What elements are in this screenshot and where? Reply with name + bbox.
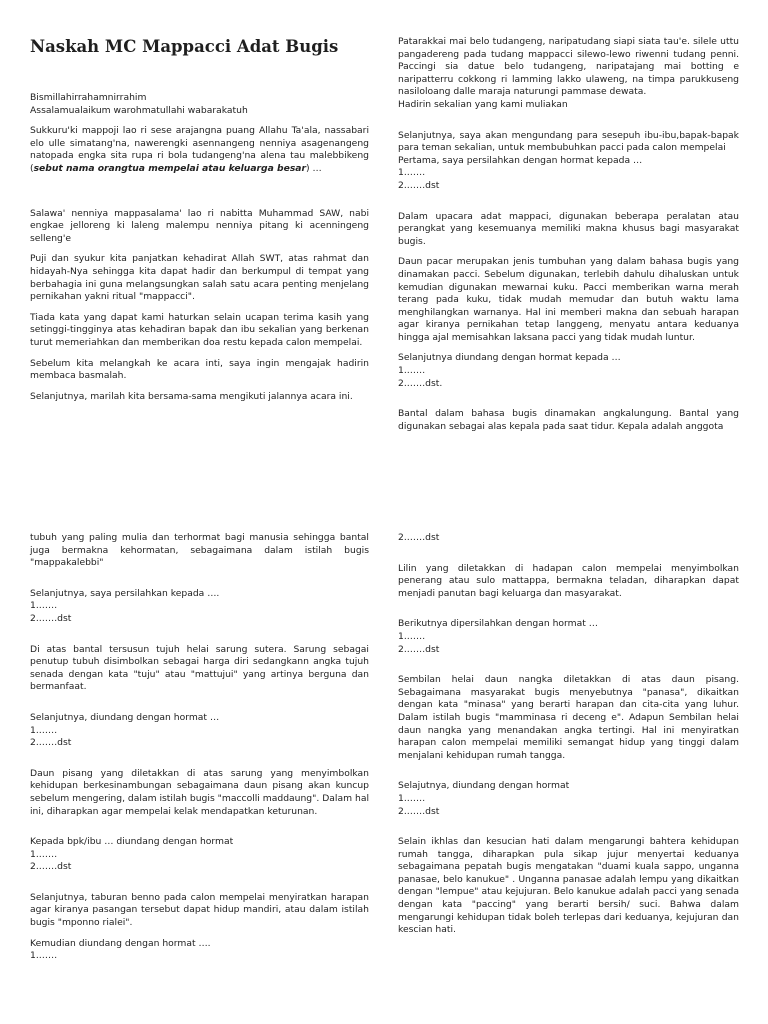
paragraph-daun-nangka: Sembilan helai daun nangka diletakkan di atas daun pisang. Sebagaimana masyarakat bugis menyebutnya "panasa", dikaitkan dengan kata "minasa" yang berarti harapan dan cita-cita yang luhur. Dalam istilah bugis "mamminasa ri deceng e". Adapun Sembilan helai daun nangka yang menandakan angka tertingi. Hal ini menyiratkan harapan calon mempelai memiliki semangat hidup yang tinggi dalam menjalani kehidupan rumah tangga.	[398, 674, 739, 761]
list-undangan-kedelapan: Selajutnya, diundang dengan hormat 1.…… 2.……dst	[398, 780, 570, 817]
paragraph-salawa: Salawa' nenniya mappasalama' lao ri nabitta Muhammad SAW, nabi engkae jelloreng ki laleng malempu nenniya pitang ki acenningeng selleng'e	[30, 207, 369, 244]
paragraph-sukkuru	[30, 125, 369, 175]
paragraph-bantal-lanjutan: tubuh yang paling mulia dan terhormat bagi manusia sehingga bantal juga bermakna kehormatan, sebagaimana dalam istilah bugis "mappakalebbi"	[30, 532, 369, 569]
placeholder-emphasis: sebut nama orangtua mempelai atau keluarga besar	[33, 162, 307, 174]
list-undangan-ketujuh: Berikutnya dipersilahkan dengan hormat … 1.…… 2.……dst	[398, 618, 598, 655]
spacer	[30, 634, 369, 644]
spacer	[30, 702, 369, 712]
spacer	[398, 608, 739, 618]
spacer	[30, 826, 369, 836]
spacer	[398, 826, 739, 836]
spacer	[30, 882, 369, 892]
list-undangan-keempat: Selanjutnya, diundang dengan hormat … 1.…… 2.……dst	[30, 711, 220, 749]
paragraph-puji-syukur: Puji dan syukur kita panjatkan kehadirat Allah SWT, atas rahmat dan hidayah-Nya sehingga kita dapat hadir dan berkumpul di tempat yang berbahagia ini guna melangsungkan salah satu acara penting menjelang pernikahan yakni ritual "mappacci".	[30, 253, 369, 303]
paragraph-patarakkai: Patarakkai mai belo tudangeng, naripatudang siapi siata tau'e. silele uttu pangadereng pada tudang mappacci silewo-lewo riwenni tudang penni. Paccingi sia datue belo tudangeng, naripatajang mai botting e naripatterru cokkong ri lamming lakko ulaweng, na timpa parukkuseng nasiloloang dalle maraja naturungi pammase dewata.	[398, 36, 739, 98]
paragraph-basmalah: Sebelum kita melangkah ke acara inti, saya ingin mengajak hadirin membaca basmalah.	[30, 357, 369, 382]
paragraph-bantal: Bantal dalam bahasa bugis dinamakan angkalungung. Bantal yang digunakan sebagai alas kepala pada saat tidur. Kepala adalah anggota	[398, 408, 739, 432]
paragraph-daun-pacar: Daun pacar merupakan jenis tumbuhan yang dalam bahasa bugis yang dinamakan pacci. Sebelum digunakan, terlebih dahulu dihaluskan untuk kemudian digunakan mewarnai kuku. Pacci memberikan warna merah terang pada kuku, tidak mudah memudar dan butuh waktu lama menghilangkan warnanya. Hal ini memberi makna dan sebuah harapan agar kiranya pernikahan tetap langgeng, menyatu antara keduanya hingga ajal memisahkan laksana pacci yang tidak mudah luntur.	[398, 256, 739, 343]
spacer	[398, 398, 739, 408]
list-undangan-ketiga: Selanjutnya, saya persilahkan kepada …. 1.…… 2.……dst	[30, 587, 220, 624]
paragraph-sarung-sutera: Di atas bantal tersusun tujuh helai sarung sutera. Sarung sebagai penutup tubuh disimbolkan sebagai harga diri sedangkann angka tujuh senada dengan kata "tuju" atau "mattujui" yang artinya berguna dan bermanfaat.	[30, 643, 369, 693]
list-undangan-kelima: Kepada bpk/ibu … diundang dengan hormat 1.…… 2.……dst	[30, 836, 234, 873]
spacer	[398, 664, 739, 674]
paragraph-terima-kasih: Tiada kata yang dapat kami haturkan selain ucapan terima kasih yang setinggi-tingginya atas kehadiran bapak dan ibu sekalian yang berkenan turut memeriahkan dan memberikan doa restu kepada calon mempelai.	[30, 311, 369, 348]
spacer	[398, 120, 739, 130]
paragraph-jalannya-acara: Selanjutnya, marilah kita bersama-sama mengikuti jalannya acara ini.	[30, 390, 353, 402]
salam-greeting: Assalamualaikum warohmatullahi wabarakatuh	[30, 104, 248, 116]
column-top-right	[398, 36, 739, 441]
column-bottom-right	[398, 532, 739, 945]
paragraph-hadirin: Hadirin sekalian yang kami muliakan	[398, 98, 568, 110]
salam-bismillah: Bismillahirrahamnirrahim	[30, 92, 147, 103]
paragraph-ikhlas-kesucian: Selain ikhlas dan kesucian hati dalam mengarungi bahtera kehidupan rumah tangga, diharapkan pula sikap jujur menyertai keduanya sebagaimana pepatah bugis mengatakan "duami kuala sappo, unganna panasae, belo kanukue" . Unganna panasae adalah lempu yang dikaitkan dengan "lempue" atau kejujuran. Belo kanukue adalah pacci yang senada dengan kata "paccing" yang berarti bersih/ suci. Bahwa dalam mengarungi kehidupan tidak boleh terlepas dari keduanya, kejujuran dan kescian hati.	[398, 836, 739, 936]
paragraph-benno: Selanjutnya, taburan benno pada calon mempelai menyiratkan harapan agar kiranya pasangan tersebut dapat hidup mandiri, atau dalam istilah bugis "mponno rialei".	[30, 891, 369, 929]
column-bottom-left	[30, 532, 369, 971]
list-item-dst: 2.……dst	[398, 532, 440, 543]
paragraph-text-end: ) …	[306, 162, 322, 174]
paragraph-text: Sukkuru'ki mappoji lao ri sese arajangna puang Allahu Ta'ala, nassabari elo ulle simatang'na, nawerengki asennangeng nenniya asagenangeng natopada engka sita rupa ri bola tudangeng'na alena tau malebbikeng (	[30, 125, 369, 174]
paragraph-daun-pisang: Daun pisang yang diletakkan di atas sarung yang menyimbolkan kehidupan berkesinambungan sebagaimana daun pisang akan kuncup sebelum mengering, dalam istilah bugis "maccolli maddaung". Dalam hal ini, diharapkan agar mempelai kelak mendapatkan keturunan.	[30, 767, 369, 817]
spacer	[398, 201, 739, 211]
list-undangan-kedua: Selanjutnya diundang dengan hormat kepada … 1.…… 2.……dst.	[398, 352, 621, 389]
spacer	[30, 758, 369, 768]
spacer	[398, 553, 739, 563]
document-title: Naskah MC Mappacci Adat Bugis	[30, 37, 339, 56]
list-undangan-keenam: Kemudian diundang dengan hormat …. 1.……	[30, 937, 211, 962]
spacer	[398, 770, 739, 780]
spacer	[30, 578, 369, 588]
paragraph-mengundang-sesepuh: Selanjutnya, saya akan mengundang para sesepuh ibu-ibu,bapak-bapak para teman sekalian, untuk membubuhkan pacci pada calon mempelai	[398, 129, 739, 154]
paragraph-lilin: Lilin yang diletakkan di hadapan calon mempelai menyimbolkan penerang atau sulo mattappa, bermakna teladan, diharapkan dapat menjadi panutan bagi keluarga dan masyarakat.	[398, 562, 739, 599]
paragraph-peralatan: Dalam upacara adat mappaci, digunakan beberapa peralatan atau perangkat yang kesemuanya memiliki makna khusus bagi masyarakat bugis.	[398, 210, 739, 247]
spacer	[30, 184, 369, 208]
column-top-left	[30, 36, 369, 411]
list-undangan-pertama: Pertama, saya persilahkan dengan hormat kepada … 1.…… 2.……dst	[398, 154, 643, 191]
